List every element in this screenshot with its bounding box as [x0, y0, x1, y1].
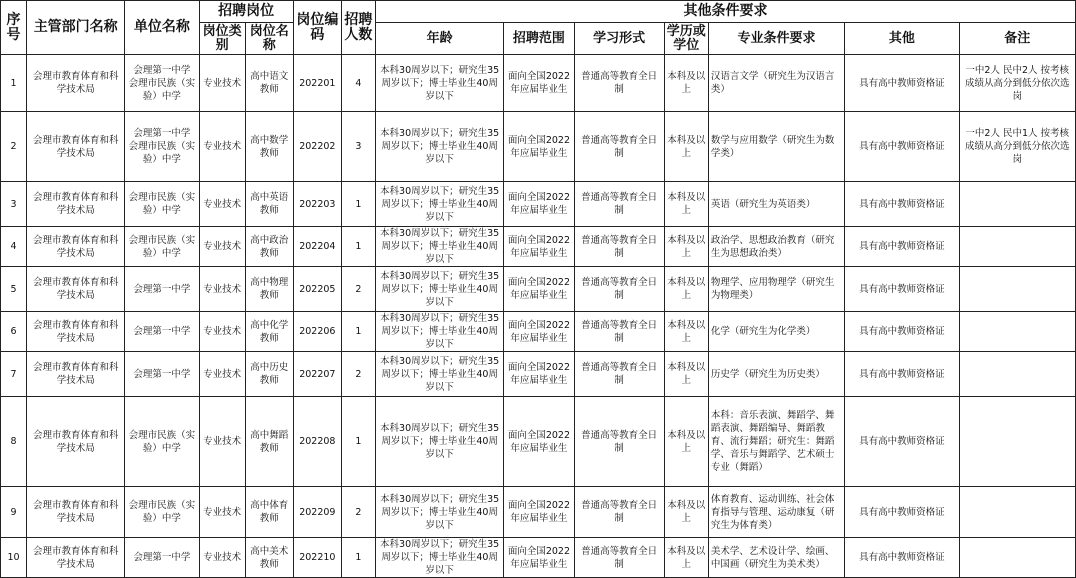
table-row — [1, 352, 1076, 397]
cell-post-name: 高中化学教师 — [245, 312, 293, 352]
cell-scope: 面向全国2022年应届毕业生 — [504, 182, 574, 227]
header-count: 招聘人数 — [341, 1, 375, 55]
cell-post-name: 高中数学教师 — [245, 112, 293, 182]
cell-seq: 6 — [1, 312, 27, 352]
cell-count: 1 — [341, 227, 375, 267]
cell-scope: 面向全国2022年应届毕业生 — [504, 112, 574, 182]
cell-dept: 会理市教育体育和科学技术局 — [27, 487, 125, 538]
cell-post-code: 202206 — [293, 312, 341, 352]
cell-post-name: 高中舞蹈教师 — [245, 397, 293, 487]
cell-degree: 本科及以上 — [664, 397, 708, 487]
cell-unit: 会理第一中学 会理市民族（实验）中学 — [125, 112, 199, 182]
table-row — [1, 55, 1076, 112]
cell-post-type: 专业技术 — [199, 352, 245, 397]
cell-scope: 面向全国2022年应届毕业生 — [504, 267, 574, 312]
cell-major: 体育教育、运动训练、社会体育指导与管理、运动康复（研究生为体育类） — [708, 487, 844, 538]
cell-major: 数学与应用数学（研究生为数学类） — [708, 112, 844, 182]
cell-major: 政治学、思想政治教育（研究生为思想政治类） — [708, 227, 844, 267]
cell-unit: 会理第一中学 会理市民族（实验）中学 — [125, 55, 199, 112]
cell-post-type: 专业技术 — [199, 112, 245, 182]
table-row — [1, 112, 1076, 182]
cell-remark — [959, 312, 1076, 352]
cell-degree: 本科及以上 — [664, 538, 708, 578]
cell-age: 本科30周岁以下；研究生35周岁以下；博士毕业生40周岁以下 — [375, 312, 503, 352]
cell-remark — [959, 227, 1076, 267]
cell-age: 本科30周岁以下；研究生35周岁以下；博士毕业生40周岁以下 — [375, 55, 503, 112]
cell-other: 具有高中教师资格证 — [845, 538, 959, 578]
cell-other: 具有高中教师资格证 — [845, 227, 959, 267]
cell-degree: 本科及以上 — [664, 227, 708, 267]
cell-degree: 本科及以上 — [664, 112, 708, 182]
cell-remark — [959, 487, 1076, 538]
cell-other: 具有高中教师资格证 — [845, 112, 959, 182]
cell-scope: 面向全国2022年应届毕业生 — [504, 397, 574, 487]
cell-remark — [959, 397, 1076, 487]
cell-degree: 本科及以上 — [664, 352, 708, 397]
cell-post-code: 202204 — [293, 227, 341, 267]
cell-study: 普通高等教育全日制 — [574, 182, 664, 227]
cell-post-name: 高中体育教师 — [245, 487, 293, 538]
cell-seq: 8 — [1, 397, 27, 487]
cell-other: 具有高中教师资格证 — [845, 312, 959, 352]
cell-scope: 面向全国2022年应届毕业生 — [504, 55, 574, 112]
cell-post-name: 高中语文教师 — [245, 55, 293, 112]
cell-unit: 会理第一中学 — [125, 312, 199, 352]
cell-degree: 本科及以上 — [664, 55, 708, 112]
cell-post-code: 202209 — [293, 487, 341, 538]
cell-major: 美术学、艺术设计学、绘画、中国画（研究生为美术类） — [708, 538, 844, 578]
cell-other: 具有高中教师资格证 — [845, 55, 959, 112]
cell-remark — [959, 538, 1076, 578]
cell-unit: 会理市民族（实验）中学 — [125, 227, 199, 267]
header-study: 学习形式 — [574, 23, 664, 55]
cell-dept: 会理市教育体育和科学技术局 — [27, 227, 125, 267]
cell-degree: 本科及以上 — [664, 182, 708, 227]
cell-degree: 本科及以上 — [664, 487, 708, 538]
header-unit: 单位名称 — [125, 1, 199, 55]
cell-post-type: 专业技术 — [199, 487, 245, 538]
cell-age: 本科30周岁以下；研究生35周岁以下；博士毕业生40周岁以下 — [375, 538, 503, 578]
cell-other: 具有高中教师资格证 — [845, 397, 959, 487]
cell-unit: 会理第一中学 — [125, 538, 199, 578]
header-group-other: 其他条件要求 — [375, 1, 1075, 23]
cell-degree: 本科及以上 — [664, 312, 708, 352]
cell-age: 本科30周岁以下；研究生35周岁以下；博士毕业生40周岁以下 — [375, 227, 503, 267]
cell-major: 英语（研究生为英语类） — [708, 182, 844, 227]
table-row — [1, 487, 1076, 538]
cell-post-code: 202201 — [293, 55, 341, 112]
cell-seq: 1 — [1, 55, 27, 112]
cell-post-code: 202203 — [293, 182, 341, 227]
table-row — [1, 397, 1076, 487]
cell-post-type: 专业技术 — [199, 55, 245, 112]
cell-remark — [959, 182, 1076, 227]
cell-seq: 10 — [1, 538, 27, 578]
cell-other: 具有高中教师资格证 — [845, 267, 959, 312]
header-row-top — [1, 1, 1076, 23]
cell-count: 1 — [341, 182, 375, 227]
cell-study: 普通高等教育全日制 — [574, 227, 664, 267]
cell-post-name: 高中历史教师 — [245, 352, 293, 397]
cell-age: 本科30周岁以下；研究生35周岁以下；博士毕业生40周岁以下 — [375, 267, 503, 312]
cell-remark: 一中2人 民中2人 按考核成绩从高分到低分依次选岗 — [959, 55, 1076, 112]
cell-post-type: 专业技术 — [199, 267, 245, 312]
cell-count: 1 — [341, 397, 375, 487]
header-other: 其他 — [845, 23, 959, 55]
cell-dept: 会理市教育体育和科学技术局 — [27, 312, 125, 352]
cell-unit: 会理第一中学 — [125, 352, 199, 397]
cell-post-type: 专业技术 — [199, 397, 245, 487]
cell-count: 4 — [341, 55, 375, 112]
table-row — [1, 538, 1076, 578]
cell-dept: 会理市教育体育和科学技术局 — [27, 352, 125, 397]
cell-count: 1 — [341, 312, 375, 352]
cell-count: 1 — [341, 538, 375, 578]
cell-remark: 一中2人 民中1人 按考核成绩从高分到低分依次选岗 — [959, 112, 1076, 182]
cell-dept: 会理市教育体育和科学技术局 — [27, 182, 125, 227]
cell-dept: 会理市教育体育和科学技术局 — [27, 267, 125, 312]
cell-study: 普通高等教育全日制 — [574, 487, 664, 538]
header-seq: 序号 — [1, 1, 27, 55]
cell-count: 2 — [341, 267, 375, 312]
cell-post-type: 专业技术 — [199, 538, 245, 578]
cell-dept: 会理市教育体育和科学技术局 — [27, 112, 125, 182]
cell-major: 化学（研究生为化学类） — [708, 312, 844, 352]
cell-degree: 本科及以上 — [664, 267, 708, 312]
cell-other: 具有高中教师资格证 — [845, 487, 959, 538]
cell-study: 普通高等教育全日制 — [574, 267, 664, 312]
cell-other: 具有高中教师资格证 — [845, 182, 959, 227]
header-remark: 备注 — [959, 23, 1076, 55]
cell-post-code: 202208 — [293, 397, 341, 487]
header-scope: 招聘范围 — [504, 23, 574, 55]
table-row — [1, 312, 1076, 352]
cell-scope: 面向全国2022年应届毕业生 — [504, 487, 574, 538]
cell-study: 普通高等教育全日制 — [574, 55, 664, 112]
cell-seq: 4 — [1, 227, 27, 267]
cell-dept: 会理市教育体育和科学技术局 — [27, 397, 125, 487]
cell-major: 物理学、应用物理学（研究生为物理类） — [708, 267, 844, 312]
cell-major: 本科：音乐表演、舞蹈学、舞蹈表演、舞蹈编导、舞蹈教育、流行舞蹈；研究生：舞蹈学、音乐与舞蹈学、艺术硕士专业（舞蹈） — [708, 397, 844, 487]
cell-dept: 会理市教育体育和科学技术局 — [27, 55, 125, 112]
cell-age: 本科30周岁以下；研究生35周岁以下；博士毕业生40周岁以下 — [375, 352, 503, 397]
cell-age: 本科30周岁以下；研究生35周岁以下；博士毕业生40周岁以下 — [375, 487, 503, 538]
cell-remark — [959, 267, 1076, 312]
cell-scope: 面向全国2022年应届毕业生 — [504, 312, 574, 352]
cell-post-name: 高中英语教师 — [245, 182, 293, 227]
header-age: 年龄 — [375, 23, 503, 55]
header-post-type: 岗位类别 — [199, 23, 245, 55]
cell-age: 本科30周岁以下；研究生35周岁以下；博士毕业生40周岁以下 — [375, 182, 503, 227]
cell-scope: 面向全国2022年应届毕业生 — [504, 538, 574, 578]
cell-major: 历史学（研究生为历史类） — [708, 352, 844, 397]
cell-dept: 会理市教育体育和科学技术局 — [27, 538, 125, 578]
cell-age: 本科30周岁以下；研究生35周岁以下；博士毕业生40周岁以下 — [375, 397, 503, 487]
cell-seq: 2 — [1, 112, 27, 182]
cell-count: 3 — [341, 112, 375, 182]
cell-unit: 会理市民族（实验）中学 — [125, 182, 199, 227]
cell-unit: 会理市民族（实验）中学 — [125, 487, 199, 538]
cell-seq: 3 — [1, 182, 27, 227]
header-degree: 学历或学位 — [664, 23, 708, 55]
cell-post-type: 专业技术 — [199, 227, 245, 267]
cell-post-code: 202207 — [293, 352, 341, 397]
cell-post-name: 高中政治教师 — [245, 227, 293, 267]
header-dept: 主管部门名称 — [27, 1, 125, 55]
cell-study: 普通高等教育全日制 — [574, 397, 664, 487]
cell-study: 普通高等教育全日制 — [574, 112, 664, 182]
cell-scope: 面向全国2022年应届毕业生 — [504, 352, 574, 397]
cell-study: 普通高等教育全日制 — [574, 352, 664, 397]
cell-seq: 5 — [1, 267, 27, 312]
header-major: 专业条件要求 — [708, 23, 844, 55]
cell-unit: 会理市民族（实验）中学 — [125, 397, 199, 487]
cell-post-code: 202210 — [293, 538, 341, 578]
cell-remark — [959, 352, 1076, 397]
cell-unit: 会理第一中学 — [125, 267, 199, 312]
cell-study: 普通高等教育全日制 — [574, 312, 664, 352]
cell-study: 普通高等教育全日制 — [574, 538, 664, 578]
header-post-code: 岗位编码 — [293, 1, 341, 55]
cell-post-code: 202205 — [293, 267, 341, 312]
table-row — [1, 267, 1076, 312]
cell-seq: 7 — [1, 352, 27, 397]
cell-post-name: 高中美术教师 — [245, 538, 293, 578]
cell-count: 2 — [341, 352, 375, 397]
cell-count: 2 — [341, 487, 375, 538]
cell-post-code: 202202 — [293, 112, 341, 182]
cell-other: 具有高中教师资格证 — [845, 352, 959, 397]
table-row — [1, 227, 1076, 267]
header-post-name: 岗位名称 — [245, 23, 293, 55]
cell-post-type: 专业技术 — [199, 182, 245, 227]
table-row — [1, 182, 1076, 227]
cell-post-type: 专业技术 — [199, 312, 245, 352]
cell-age: 本科30周岁以下；研究生35周岁以下；博士毕业生40周岁以下 — [375, 112, 503, 182]
header-group-post: 招聘岗位 — [199, 1, 293, 23]
cell-seq: 9 — [1, 487, 27, 538]
cell-major: 汉语言文学（研究生为汉语言类） — [708, 55, 844, 112]
cell-post-name: 高中物理教师 — [245, 267, 293, 312]
cell-scope: 面向全国2022年应届毕业生 — [504, 227, 574, 267]
